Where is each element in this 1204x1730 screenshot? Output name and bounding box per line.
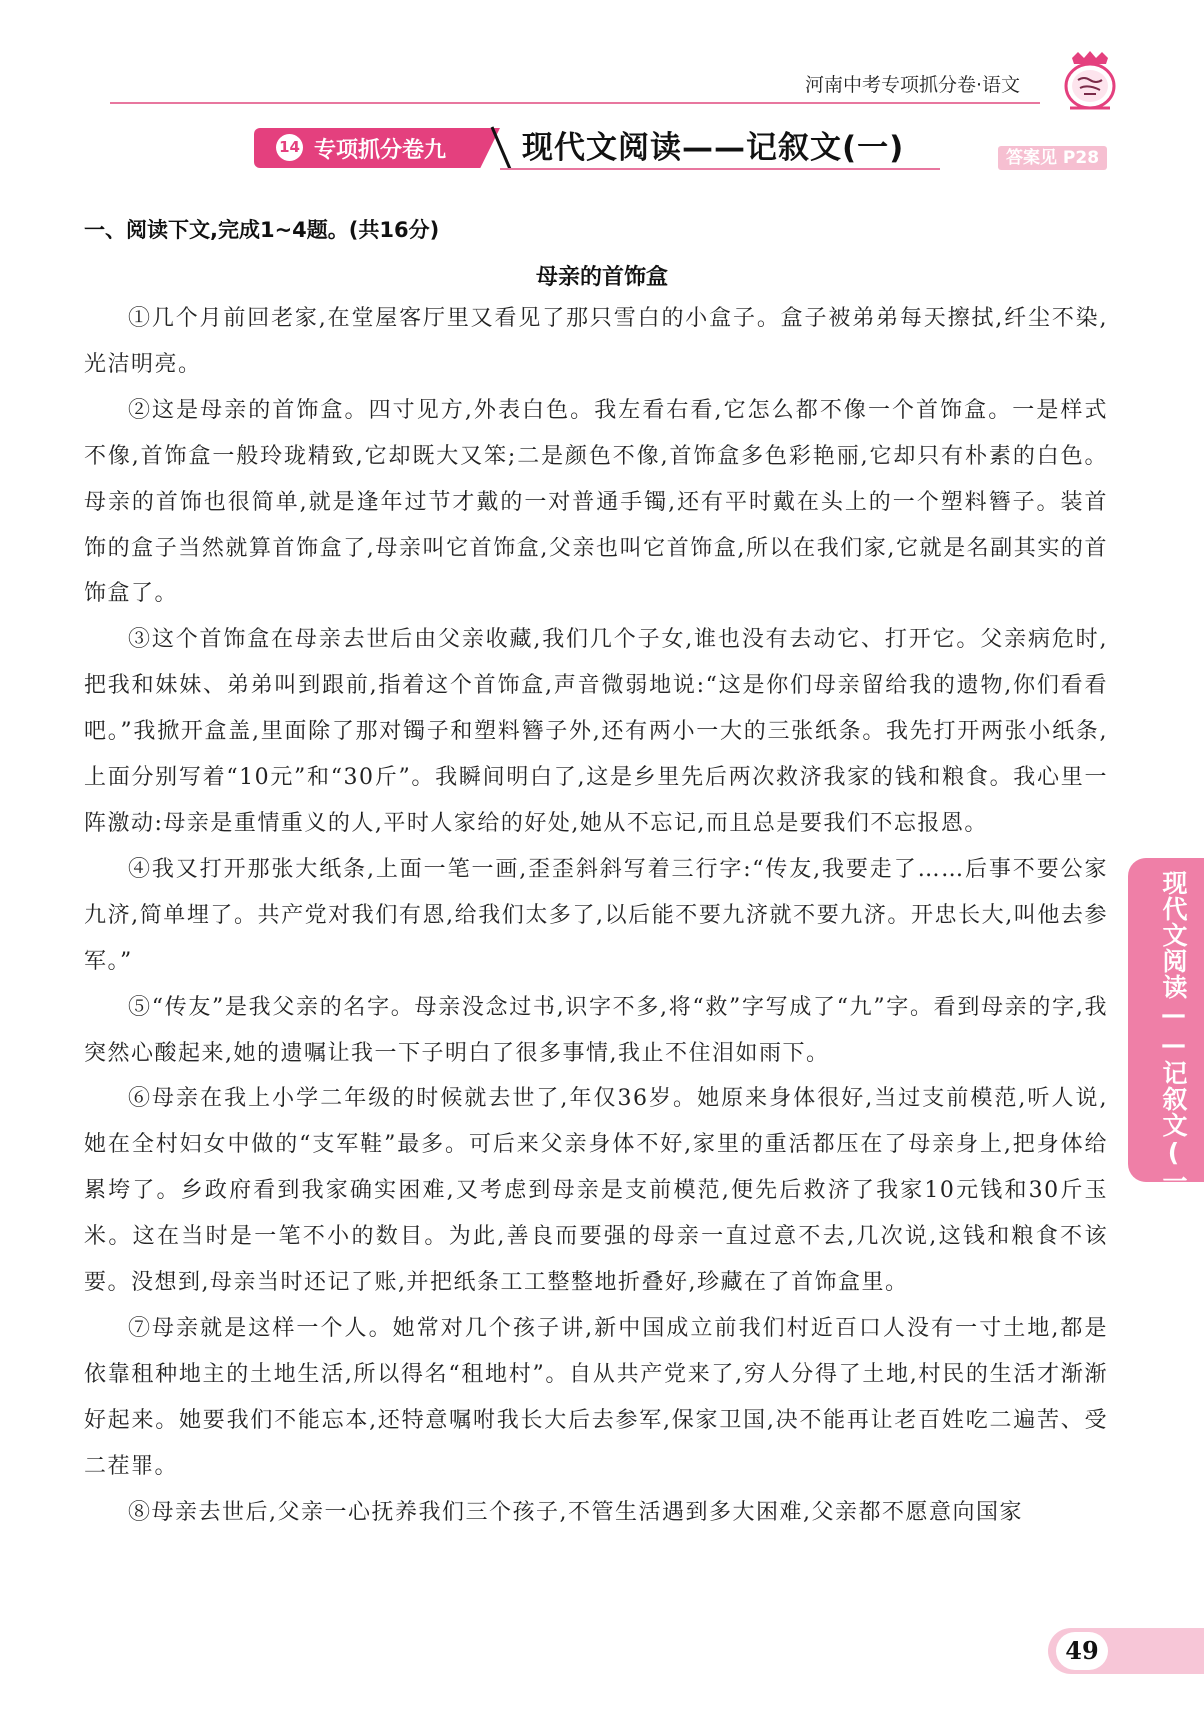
paragraph-7: ⑦母亲就是这样一个人。她常对几个孩子讲,新中国成立前我们村近百口人没有一寸土地,都是依靠租种地主的土地生活,所以得名“租地村”。自从共产党来了,穷人分得了土地,村民的生活才渐渐好起来。她要我们不能忘本,还特意嘱咐我长大后去参军,保家卫国,决不能再让老百姓吃二遍苦、受二茬罪。 — [84, 1315, 1108, 1479]
side-tab-label: 现代文阅读——记叙文(一) — [1159, 870, 1188, 1224]
paragraph-5: ⑤“传友”是我父亲的名字。母亲没念过书,识字不多,将“救”字写成了“九”字。看到母亲的字,我突然心酸起来,她的遗嘱让我一下子明白了很多事情,我止不住泪如雨下。 — [84, 994, 1108, 1066]
title-underline — [500, 168, 940, 170]
banner-slash-icon — [488, 125, 514, 171]
section-number-badge: 14 — [276, 134, 303, 161]
section-title: 现代文阅读——记叙文(一) — [522, 130, 905, 166]
paragraph-6: ⑥母亲在我上小学二年级的时候就去世了,年仅36岁。她原来身体很好,当过支前模范,听人说,她在全村妇女中做的“支军鞋”最多。可后来父亲身体不好,家里的重活都压在了母亲身上,把身体给累垮了。乡政府看到我家确实困难,又考虑到母亲是支前模范,便先后救济了我家10元钱和30斤玉米。这在当时是一笔不小的数目。为此,善良而要强的母亲一直过意不去,几次说,这钱和粮食不该要。没想到,母亲当时还记了账,并把纸条工工整整地折叠好,珍藏在了首饰盒里。 — [84, 1086, 1108, 1296]
page-number: 49 — [1056, 1632, 1108, 1670]
answer-reference: 答案见 P28 — [998, 146, 1107, 170]
running-title: 河南中考专项抓分卷·语文 — [805, 74, 1021, 96]
paragraph-8: ⑧母亲去世后,父亲一心抚养我们三个孩子,不管生活遇到多大困难,父亲都不愿意向国家 — [128, 1499, 1023, 1525]
paragraph-1: ①几个月前回老家,在堂屋客厅里又看见了那只雪白的小盒子。盒子被弟弟每天擦拭,纤尘不染,光洁明亮。 — [84, 306, 1108, 377]
paragraph-2: ②这是母亲的首饰盒。四寸见方,外表白色。我左看右看,它怎么都不像一个首饰盒。一是样式不像,首饰盒一般玲珑精致,它却既大又笨;二是颜色不像,首饰盒多色彩艳丽,它却只有朴素的白色。母亲的首饰也很简单,就是逢年过节才戴的一对普通手镯,还有平时戴在头上的一个塑料簪子。装首饰的盒子当然就算首饰盒了,母亲叫它首饰盒,父亲也叫它首饰盒,所以在我们家,它就是名副其实的首饰盒了。 — [84, 397, 1108, 607]
section-label: 专项抓分卷九 — [314, 138, 447, 163]
paragraph-3: ③这个首饰盒在母亲去世后由父亲收藏,我们几个子女,谁也没有去动它、打开它。父亲病危时,把我和妹妹、弟弟叫到跟前,指着这个首饰盒,声音微弱地说:“这是你们母亲留给我的遗物,你们看看吧。”我掀开盒盖,里面除了那对镯子和塑料簪子外,还有两小一大的三张纸条。我先打开两张小纸条,上面分别写着“10元”和“30斤”。我瞬间明白了,这是乡里先后两次救济我家的钱和粮食。我心里一阵激动:母亲是重情重义的人,平时人家给的好处,她从不忘记,而且总是要我们不忘报恩。 — [84, 627, 1108, 836]
question-instruction: 一、阅读下文,完成1~4题。(共16分) — [84, 218, 440, 242]
passage-body — [84, 296, 1108, 1535]
brand-logo — [1062, 50, 1118, 112]
header-rule — [110, 102, 1040, 104]
passage-title: 母亲的首饰盒 — [535, 265, 668, 290]
paragraph-4: ④我又打开那张大纸条,上面一笔一画,歪歪斜斜写着三行字:“传友,我要走了……后事不要公家九济,简单埋了。共产党对我们有恩,给我们太多了,以后能不要九济就不要九济。开忠长大,叫他去参军。” — [84, 856, 1108, 974]
